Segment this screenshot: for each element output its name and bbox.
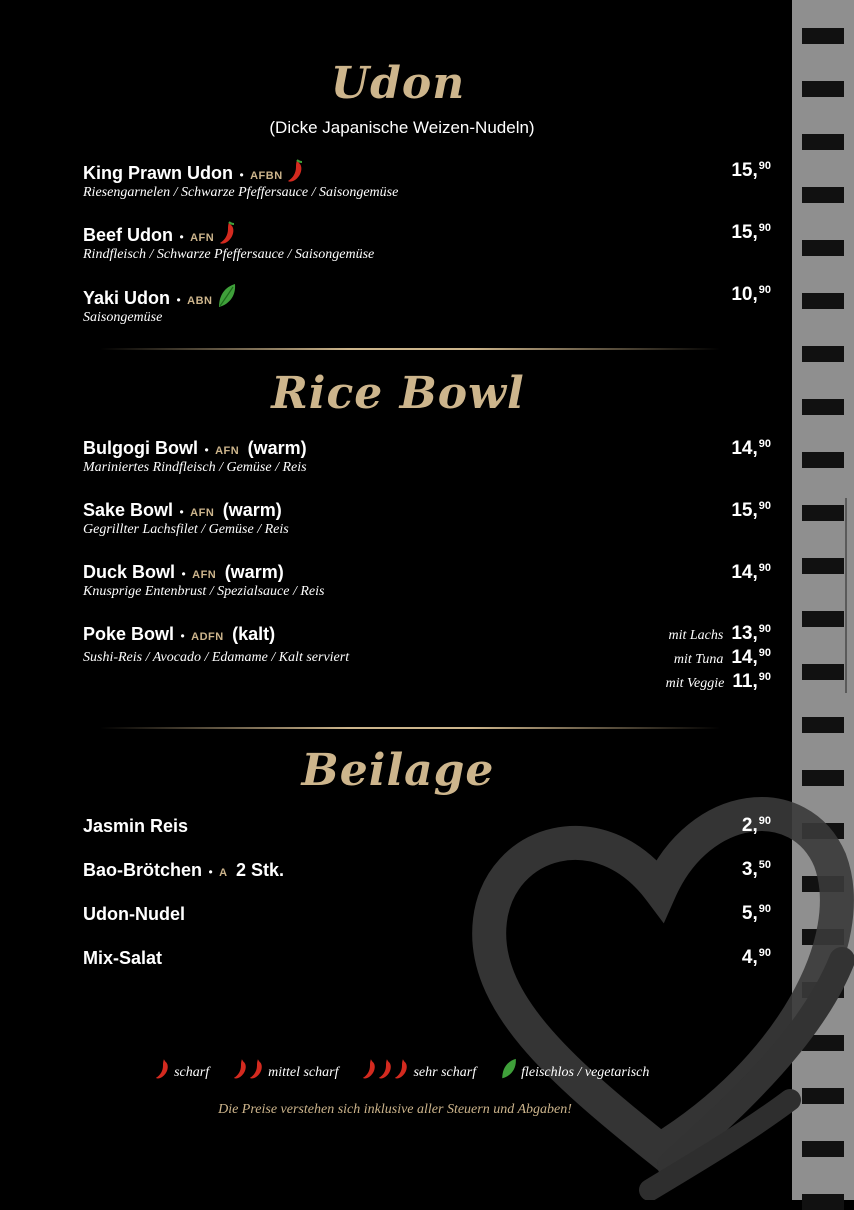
spice-legend	[0, 1058, 804, 1081]
film-hole	[802, 134, 844, 150]
side-item-mix-salat: Mix-Salat	[83, 948, 163, 968]
item-description: Gegrillter Lachsfilet / Gemüse / Reis	[83, 522, 289, 537]
menu-item-duck-bowl: Duck Bowl • AFN (warm) Knusprige Entenbrust / Spezialsauce / Reis	[83, 562, 723, 600]
film-hole	[802, 399, 844, 415]
leaf-icon	[500, 1058, 518, 1080]
item-name: Sake Bowl	[83, 500, 174, 520]
legend-mittel-scharf: mittel scharf	[233, 1058, 339, 1081]
item-name: Bao-Brötchen	[83, 860, 203, 880]
film-hole	[802, 452, 844, 468]
rice-bowl-section-title: Rice Bowl	[271, 368, 525, 419]
allergen-codes: ABN	[187, 295, 213, 307]
film-hole	[802, 293, 844, 309]
allergen-codes: AFN	[192, 569, 217, 581]
allergen-codes: AFBN	[250, 170, 283, 182]
film-hole	[802, 346, 844, 362]
item-price: 5,90	[741, 903, 771, 924]
film-hole	[802, 187, 844, 203]
menu-item-king-prawn-udon: King Prawn Udon • AFBN Riesengarnelen / Schwarze Pfeffersauce / Saisongemüse	[83, 159, 723, 201]
menu-item-poke-bowl: Poke Bowl • ADFN (kalt) Sushi-Reis / Avocado / Edamame / Kalt serviert	[83, 624, 723, 666]
film-hole	[802, 664, 844, 680]
allergen-codes: AFN	[190, 507, 215, 519]
price-footnote: Die Preise verstehen sich inklusive aller Steuern und Abgaben!	[218, 1102, 572, 1117]
film-hole	[802, 28, 844, 44]
film-hole	[802, 505, 844, 521]
item-name: Yaki Udon	[83, 288, 171, 308]
item-name: King Prawn Udon	[83, 163, 233, 183]
legend-scharf: scharf	[155, 1058, 210, 1081]
chili-icon	[219, 221, 237, 245]
menu-item-sake-bowl: Sake Bowl • AFN (warm) Gegrillter Lachsfilet / Gemüse / Reis	[83, 500, 723, 538]
section-divider	[100, 348, 720, 350]
film-hole	[802, 81, 844, 97]
chili-icon	[362, 1058, 378, 1080]
section-divider	[100, 727, 720, 729]
menu-item-beef-udon: Beef Udon • AFN Rindfleisch / Schwarze Pfeffersauce / Saisongemüse	[83, 221, 723, 263]
item-price: 15,90	[731, 500, 771, 521]
legend-sehr-scharf: sehr scharf	[362, 1058, 476, 1081]
film-hole	[802, 717, 844, 733]
heart-brush-decoration	[470, 770, 854, 1200]
item-name: Poke Bowl	[83, 624, 175, 644]
side-item-bao-broetchen: Bao-Brötchen • A 2 Stk.	[83, 860, 285, 880]
allergen-codes: AFN	[215, 445, 240, 457]
item-price: 3,50	[741, 859, 771, 880]
item-quantity: 2 Stk.	[236, 860, 285, 880]
film-hole	[802, 240, 844, 256]
item-price: 4,90	[741, 947, 771, 968]
udon-subtitle: (Dicke Japanische Weizen-Nudeln)	[269, 118, 535, 137]
item-price: 14,90	[731, 438, 771, 459]
chili-icon	[378, 1058, 394, 1080]
film-hole	[802, 611, 844, 627]
menu-item-yaki-udon: Yaki Udon • ABN Saisongemüse	[83, 283, 723, 326]
item-temperature: (kalt)	[232, 624, 276, 644]
item-temperature: (warm)	[247, 438, 307, 458]
item-temperature: (warm)	[224, 562, 284, 582]
poke-option-tuna: mit Tuna 14,90	[673, 647, 771, 668]
allergen-codes: AFN	[190, 232, 215, 244]
item-description: Mariniertes Rindfleisch / Gemüse / Reis	[83, 460, 307, 475]
item-description: Knusprige Entenbrust / Spezialsauce / Reis	[83, 584, 325, 599]
chili-icon	[233, 1058, 249, 1080]
item-temperature: (warm)	[222, 500, 282, 520]
chili-icon	[287, 159, 305, 183]
menu-item-bulgogi-bowl: Bulgogi Bowl • AFN (warm) Mariniertes Rindfleisch / Gemüse / Reis	[83, 438, 723, 476]
leaf-icon	[217, 283, 237, 309]
allergen-codes: ADFN	[191, 631, 224, 643]
chili-icon	[394, 1058, 410, 1080]
item-price: 10,90	[731, 284, 771, 305]
item-name: Bulgogi Bowl	[83, 438, 198, 458]
item-price: 15,90	[731, 160, 771, 181]
side-item-jasmin-reis: Jasmin Reis	[83, 816, 189, 836]
poke-option-lachs: mit Lachs 13,90	[668, 623, 771, 644]
item-description: Saisongemüse	[83, 310, 163, 325]
item-description: Sushi-Reis / Avocado / Edamame / Kalt serviert	[83, 650, 350, 665]
legend-vegetarisch: fleischlos / vegetarisch	[500, 1058, 650, 1081]
item-description: Rindfleisch / Schwarze Pfeffersauce / Saisongemüse	[83, 247, 375, 262]
film-strip-line	[845, 498, 847, 693]
poke-option-veggie: mit Veggie 11,90	[665, 671, 771, 692]
allergen-codes: A	[219, 867, 228, 879]
beilage-section-title: Beilage	[301, 745, 495, 796]
item-name: Beef Udon	[83, 225, 173, 245]
chili-icon	[249, 1058, 265, 1080]
item-description: Riesengarnelen / Schwarze Pfeffersauce / Saisongemüse	[83, 185, 399, 200]
item-name: Duck Bowl	[83, 562, 176, 582]
chili-icon	[155, 1058, 171, 1080]
item-price: 14,90	[731, 562, 771, 583]
udon-section-title: Udon	[330, 58, 466, 109]
item-price: 15,90	[731, 222, 771, 243]
side-item-udon-nudel: Udon-Nudel	[83, 904, 185, 924]
item-price: 2,90	[741, 815, 771, 836]
film-hole	[802, 558, 844, 574]
